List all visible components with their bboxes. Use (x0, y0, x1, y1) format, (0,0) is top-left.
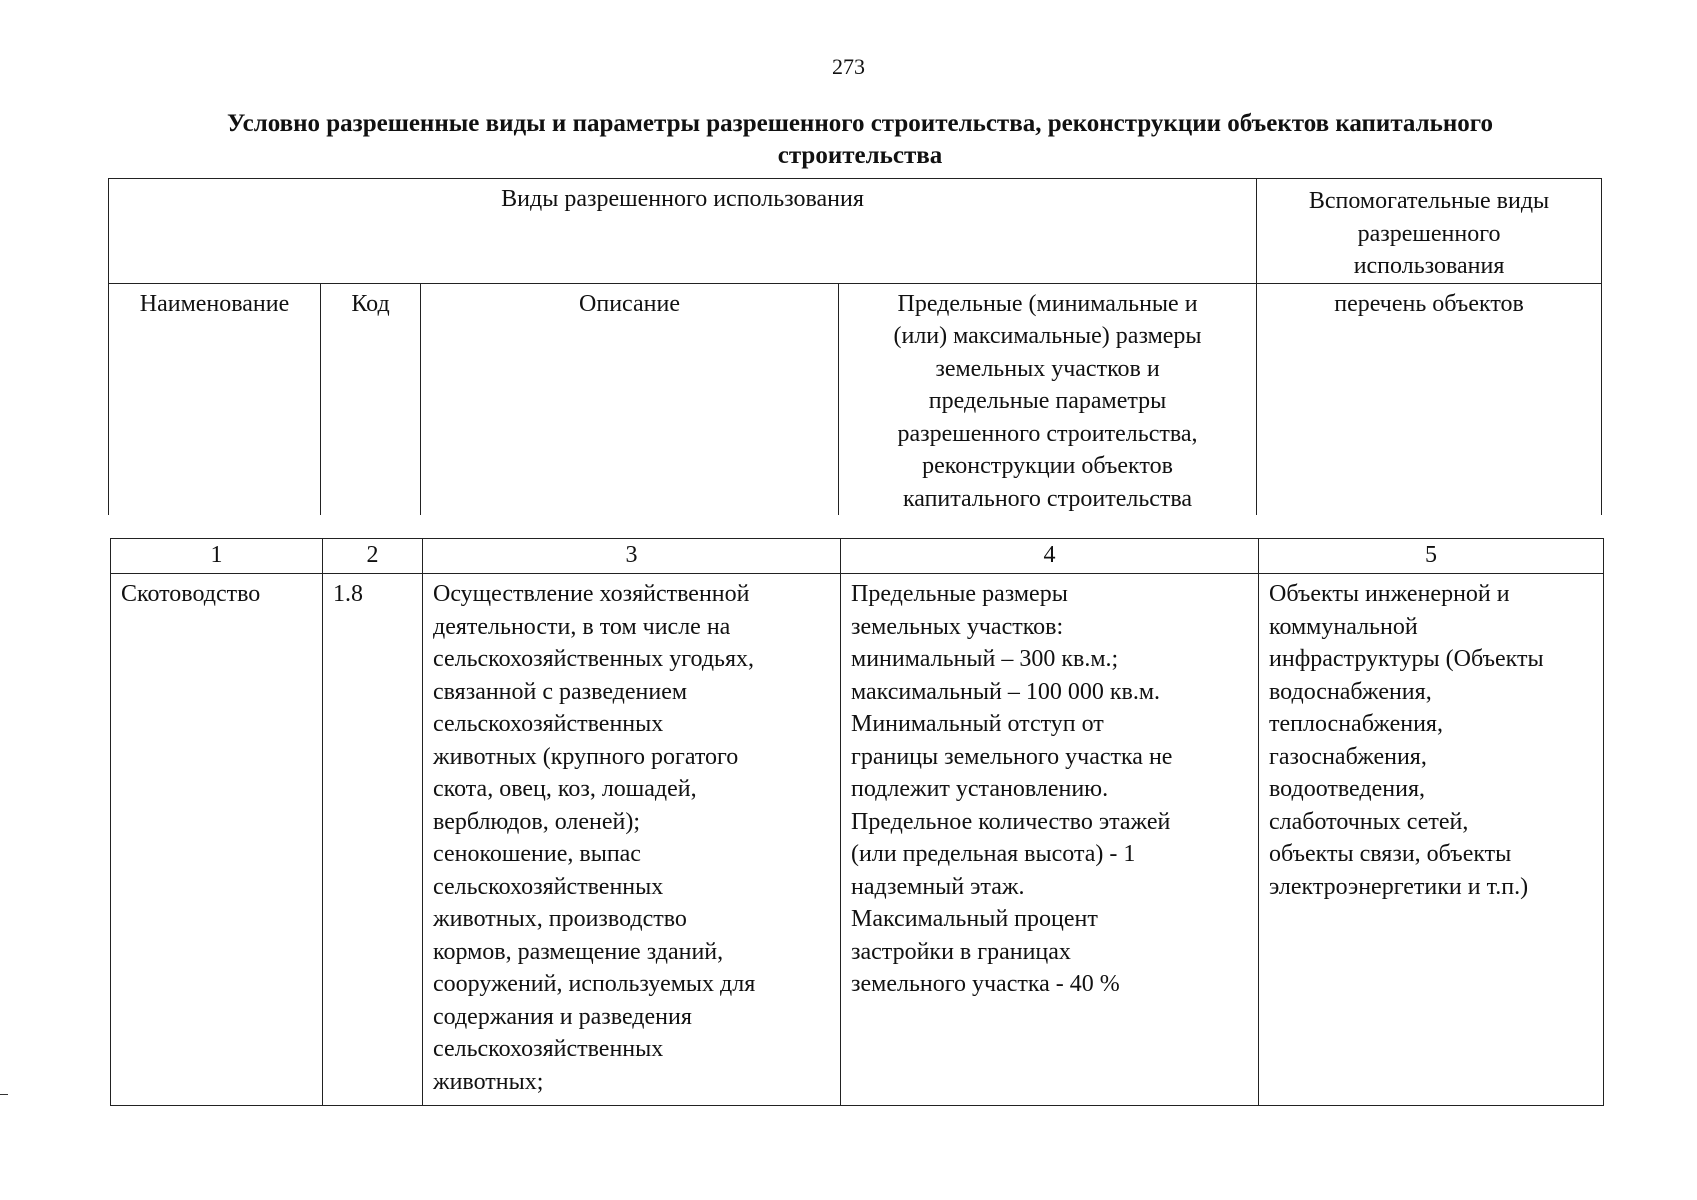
column-number: 5 (1259, 539, 1604, 574)
row-aux-objects-line: слаботочных сетей, (1269, 808, 1469, 835)
row-description (423, 574, 841, 1106)
page-number: 273 (832, 54, 865, 79)
row-limits-line: земельных участков: (851, 613, 1064, 640)
header-group-aux-line: использования (1353, 253, 1505, 279)
row-description-line: верблюдов, оленей); (433, 808, 640, 835)
row-aux-objects-line: водоотведения, (1269, 776, 1425, 802)
row-description-line: сельскохозяйственных угодьях, (433, 646, 755, 672)
column-number: 1 (111, 539, 323, 574)
row-code: 1.8 (323, 574, 423, 1106)
document-title-line-1: Условно разрешенные виды и параметры разрешенного строительства, реконструкции объектов капитального (226, 110, 1494, 137)
header-col-limits-line: Предельные (минимальные и (897, 290, 1198, 317)
row-description-line: животных; (433, 1068, 544, 1095)
row-aux-objects-line: газоснабжения, (1269, 743, 1427, 770)
row-limits-line: границы земельного участка не (851, 743, 1173, 770)
header-col-name: Наименование (109, 283, 321, 515)
column-number-row (111, 539, 1604, 574)
column-number: 4 (841, 539, 1259, 574)
margin-mark (0, 1094, 8, 1095)
row-limits-line: застройки в границах (851, 938, 1071, 965)
header-group-aux-line: Вспомогательные виды (1308, 188, 1550, 214)
row-aux-objects (1259, 574, 1604, 1106)
row-limits-line: Предельные размеры (851, 581, 1068, 607)
row-description-line: содержания и разведения (433, 1003, 692, 1030)
row-limits-line: надземный этаж. (851, 873, 1025, 900)
column-number: 3 (423, 539, 841, 574)
row-aux-objects-line: инфраструктуры (Объекты (1269, 646, 1544, 672)
row-description-line: сооружений, используемых для (433, 971, 756, 997)
row-limits-line: Максимальный процент (851, 906, 1098, 932)
row-aux-objects-line: объекты связи, объекты (1269, 841, 1512, 867)
row-description-line: скота, овец, коз, лошадей, (433, 776, 697, 802)
row-description-line: связанной с разведением (433, 678, 688, 705)
header-group-aux-line: разрешенного (1357, 220, 1501, 247)
document-title (110, 108, 1610, 172)
header-col-limits-line: реконструкции объектов (922, 453, 1173, 479)
row-limits-line: подлежит установлению. (851, 776, 1109, 802)
row-aux-objects-line: электроэнергетики и т.п.) (1269, 873, 1529, 900)
header-col-limits (839, 283, 1257, 515)
row-aux-objects-line: Объекты инженерной и (1269, 581, 1510, 607)
header-col-objects: перечень объектов (1257, 283, 1602, 515)
row-description-line: сельскохозяйственных (433, 711, 664, 737)
header-col-limits-line: разрешенного строительства, (897, 420, 1198, 447)
row-limits (841, 574, 1259, 1106)
row-limits-line: Минимальный отступ от (851, 711, 1104, 737)
row-description-line: животных (крупного рогатого (433, 743, 739, 770)
row-description-line: сельскохозяйственных (433, 873, 664, 900)
column-number: 2 (323, 539, 423, 574)
header-col-limits-line: предельные параметры (928, 388, 1167, 414)
header-col-code: Код (321, 283, 421, 515)
row-description-line: животных, производство (433, 906, 687, 932)
row-limits-line: максимальный – 100 000 кв.м. (851, 678, 1161, 705)
table-row (111, 574, 1604, 1106)
row-limits-line: земельного участка - 40 % (851, 971, 1120, 997)
header-col-limits-line: капитального строительства (902, 485, 1193, 512)
document-title-line-2: строительства (777, 142, 943, 169)
row-name: Скотоводство (111, 574, 323, 1106)
row-description-line: сельскохозяйственных (433, 1036, 664, 1062)
header-col-limits-line: земельных участков и (935, 355, 1160, 382)
row-description-line: сенокошение, выпас (433, 841, 641, 867)
header-col-description: Описание (421, 283, 839, 515)
main-table (110, 538, 1604, 1106)
row-description-line: Осуществление хозяйственной (433, 581, 750, 607)
header-group-main: Виды разрешенного использования (109, 179, 1257, 284)
row-description-line: деятельности, в том числе на (433, 613, 731, 640)
header-col-limits-line: (или) максимальные) размеры (893, 323, 1202, 349)
row-aux-objects-line: коммунальной (1269, 613, 1418, 640)
header-table (108, 178, 1602, 515)
row-limits-line: Предельное количество этажей (851, 808, 1171, 835)
row-limits-line: минимальный – 300 кв.м.; (851, 646, 1119, 672)
row-aux-objects-line: теплоснабжения, (1269, 711, 1443, 737)
row-limits-line: (или предельная высота) - 1 (851, 841, 1136, 867)
row-aux-objects-line: водоснабжения, (1269, 678, 1432, 705)
header-group-aux (1257, 179, 1602, 284)
row-description-line: кормов, размещение зданий, (433, 938, 724, 965)
